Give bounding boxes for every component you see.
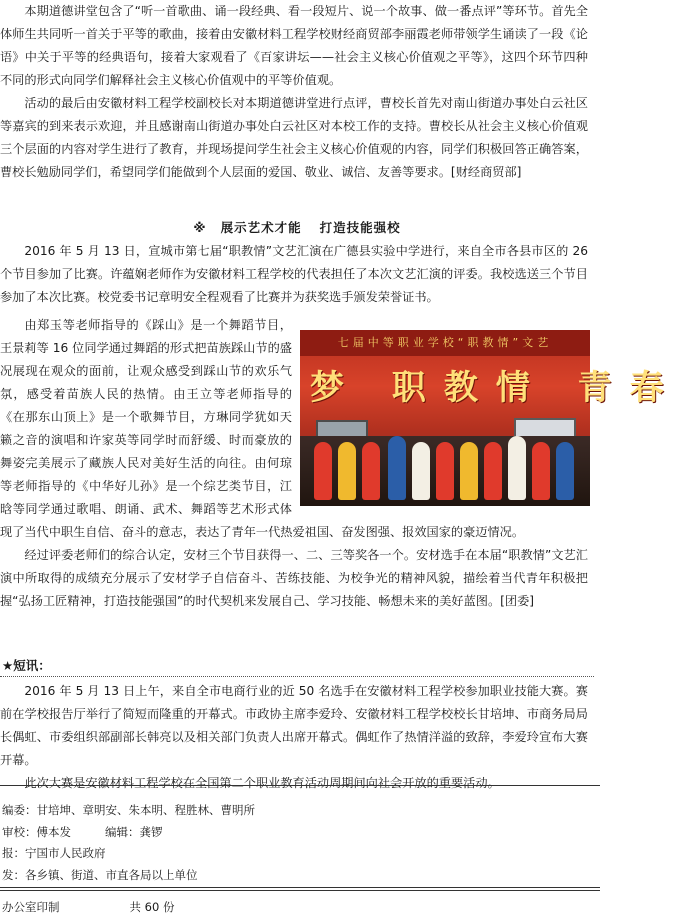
section-title xyxy=(0,216,594,239)
credits-divider xyxy=(0,785,600,786)
footer-divider xyxy=(0,887,600,888)
footer-divider xyxy=(0,890,600,891)
photo-performer xyxy=(314,442,332,500)
copies-count: 共 60 份 xyxy=(129,900,175,914)
article-art-show-intro xyxy=(0,240,594,309)
news-brief-heading: ★短讯： xyxy=(2,658,51,673)
photo-performer xyxy=(436,442,454,500)
article-paragraph: 经过评委老师们的综合认定，安材三个节目获得一、二、三等奖各一个。安材选手在本届“职教情”文艺汇演中所取得的成绩充分展示了安材学子自信奋斗、苦练技能、为校争光的精神风貌，描绘着当代青年积极把握“弘扬工匠精神，打造技能强国”的时代契机来发展自己、学习技能、畅想未来的美好蓝图。[团委] xyxy=(0,548,588,608)
reference-mark-icon: ※ xyxy=(193,220,207,235)
printer-label: 办公室印制 xyxy=(2,900,60,914)
photo-performer xyxy=(532,442,550,500)
news-brief-body xyxy=(0,680,594,795)
article-art-show-programs xyxy=(0,314,682,544)
credits-editors-row xyxy=(2,800,596,822)
photo-stage-slogan: 梦 职教情 青春 xyxy=(310,368,682,408)
send-to: 发：各乡镇、街道、市直各局以上单位 xyxy=(2,867,198,882)
photo-performer xyxy=(508,436,526,500)
news-paragraph: 2016 年 5 月 13 日上午，来自全市电商行业的近 50 名选手在安徽材料工程学校参加职业技能大赛。赛前在学校报告厅举行了简短而隆重的开幕式。市政协主席李爱玲、安徽材料工程学校校长甘培坤、市商务局局长偶虹、市委组织部副部长韩亮以及相关部门负责人出席开幕式。偶虹作了热情洋溢的致辞，李爱玲宣布大赛开幕。 xyxy=(0,684,588,767)
performance-photo xyxy=(300,330,682,506)
photo-performer xyxy=(388,436,406,500)
section-title-part2: 打造技能强校 xyxy=(319,220,401,235)
editorial-board: 编委：甘培坤、章明安、朱本明、程胜林、曹明所 xyxy=(2,803,255,817)
photo-performer xyxy=(556,442,574,500)
credits-block xyxy=(2,800,596,886)
reviewer: 审校：傅本发 xyxy=(2,824,71,839)
photo-performer xyxy=(460,442,478,500)
photo-stage-banner: 七届中等职业学校“职教情”文艺 xyxy=(300,330,590,356)
photo-performer xyxy=(338,442,356,500)
article-paragraph: 本期道德讲堂包含了“听一首歌曲、诵一段经典、看一段短片、说一个故事、做一番点评”等环节。首先全体师生共同听一首关于平等的歌曲，接着由安徽材料工程学校财经商贸部李丽霞老师带领学生诵读了一段《论语》中关于平等的经典语句，接着大家观看了《百家讲坛——社会主义核心价值观之平等》，这四个环节四种不同的形式向同学们解释社会主义核心价值观中的平等价值观。 xyxy=(0,4,588,87)
credits-review-row xyxy=(2,822,596,844)
editor: 编辑：龚锣 xyxy=(105,824,163,839)
credits-send-row xyxy=(2,865,596,887)
photo-performer xyxy=(362,442,380,500)
report-to: 报：宁国市人民政府 xyxy=(2,846,106,860)
news-divider xyxy=(0,676,594,677)
article-paragraph: 活动的最后由安徽材料工程学校副校长对本期道德讲堂进行点评，曹校长首先对南山街道办事处白云社区等嘉宾的到来表示欢迎，并且感谢南山街道办事处白云社区对本校工作的支持。曹校长从社会主义核心价值观三个层面的内容对学生进行了教育，并现场提问学生社会主义核心价值观的内容，同学们积极回答正确答案，曹校长勉励同学们，希望同学们能做到个人层面的爱国、敬业、诚信、友善等要求。[财经商贸部] xyxy=(0,96,588,179)
section-title-part1: 展示艺术才能 xyxy=(220,220,302,235)
article-paragraph: 2016 年 5 月 13 日，宣城市第七届“职教情”文艺汇演在广德县实验中学进行，来自全市各县市区的 26 个节目参加了比赛。许蕴娴老师作为安徽材料工程学校的代表担任了本次文艺汇演的评委。我校选送三个节目参加了本次比赛。校党委书记章明安全程观看了比赛并为获奖选手颁发荣誉证书。 xyxy=(0,244,588,304)
photo-performer xyxy=(484,442,502,500)
footer xyxy=(2,898,174,916)
news-paragraph: 此次大赛是安徽材料工程学校在全国第二个职业教育活动周期间向社会开放的重要活动。 xyxy=(24,776,500,790)
photo-performer xyxy=(412,442,430,500)
article-moral-lecture xyxy=(0,0,594,184)
credits-report-row xyxy=(2,843,596,865)
article-art-show-results xyxy=(0,544,594,613)
article-paragraph: 由郑玉等老师指导的《踩山》是一个舞蹈节目，王景莉等 16 位同学通过舞蹈的形式把苗族踩山节的盛况展现在观众的面前，让观众感受到踩山节的欢乐气氛，感受着苗族人民的热情。由王立等老师指导的《在那东山顶上》是一个歌舞节目，方琳同学犹如天籁之音的演唱和许家英等同学时而舒缓、时而豪放的舞姿完美展示了藏族人民对美好生活的向往。由何琼等老师指导的《中华好儿孙》是一个综艺类节目，江晗等同学通过歌唱、朗诵、武术、舞蹈等艺术形式体现了当代中职生自信、奋斗的意志，表达了青年一代热爱祖国、奋发图强、报效国家的豪迈情况。 xyxy=(0,318,525,539)
